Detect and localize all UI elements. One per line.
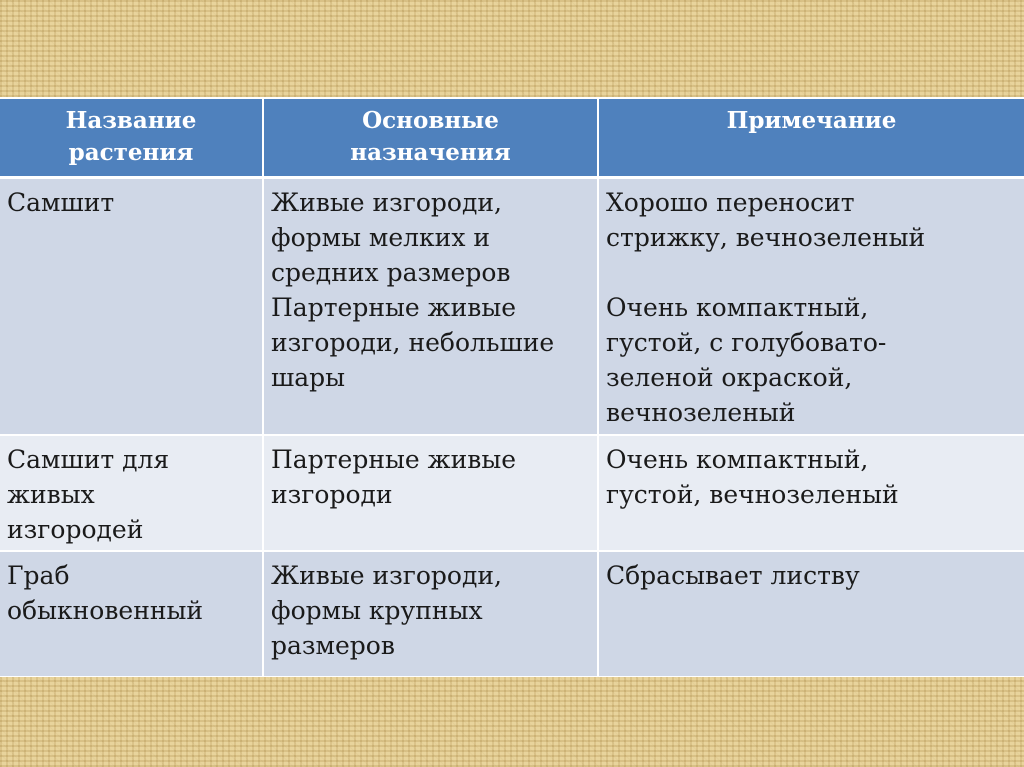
cell-text-line: Самшит [7, 187, 115, 217]
header-text-line: назначения [350, 139, 511, 166]
cell-note [598, 551, 1024, 676]
cell-text-line: густой, вечнозеленый [606, 480, 899, 509]
cell-text-line: шары [271, 362, 346, 392]
cell-text-line: стрижку, вечнозеленый [606, 222, 926, 252]
header-text-line: Основные [362, 107, 499, 134]
table-row [0, 551, 1024, 676]
cell-text-line: Хорошо переносит [606, 187, 855, 217]
header-main-purpose [263, 99, 598, 177]
cell-text-line: Очень компактный, [606, 292, 869, 322]
cell-text-line: изгородей [7, 515, 144, 544]
cell-purpose [263, 435, 598, 551]
cell-plant-name [0, 177, 263, 435]
table-header-row [0, 99, 1024, 177]
cell-text-line: Партерные живые [271, 445, 517, 474]
cell-text-line: Самшит для [7, 445, 170, 474]
cell-text-line: Партерные живые [271, 292, 517, 322]
cell-text-line: Очень компактный, [606, 445, 869, 474]
paragraph-gap [606, 255, 1018, 290]
cell-purpose [263, 551, 598, 676]
cell-text-line: формы мелких и [271, 222, 491, 252]
cell-text-line: размеров [271, 631, 395, 660]
header-text-line: растения [68, 139, 194, 166]
table-row [0, 435, 1024, 551]
cell-text-line: изгороди [271, 480, 393, 509]
cell-purpose [263, 177, 598, 435]
table-row [0, 177, 1024, 435]
cell-text-line: зеленой окраской, [606, 362, 853, 392]
cell-text-line: обыкновенный [7, 596, 204, 625]
header-text-line: Название [65, 107, 197, 134]
cell-text-line: формы крупных [271, 596, 483, 625]
cell-text-line: густой, с голубовато- [606, 327, 887, 357]
cell-text-line: Граб [7, 561, 70, 590]
cell-note [598, 177, 1024, 435]
header-text-line: Примечание [726, 107, 897, 134]
plants-table-container [0, 97, 1024, 677]
cell-text-line: средних размеров [271, 257, 511, 287]
cell-text-line: вечнозеленый [606, 397, 796, 427]
cell-text-line: живых [7, 480, 95, 509]
cell-plant-name [0, 435, 263, 551]
cell-note [598, 435, 1024, 551]
cell-plant-name [0, 551, 263, 676]
cell-text-line: Сбрасывает листву [606, 561, 860, 590]
header-plant-name [0, 99, 263, 177]
header-note [598, 99, 1024, 177]
plants-table [0, 99, 1024, 676]
cell-text-line: изгороди, небольшие [271, 327, 555, 357]
cell-text-line: Живые изгороди, [271, 561, 502, 590]
cell-text-line: Живые изгороди, [271, 187, 502, 217]
